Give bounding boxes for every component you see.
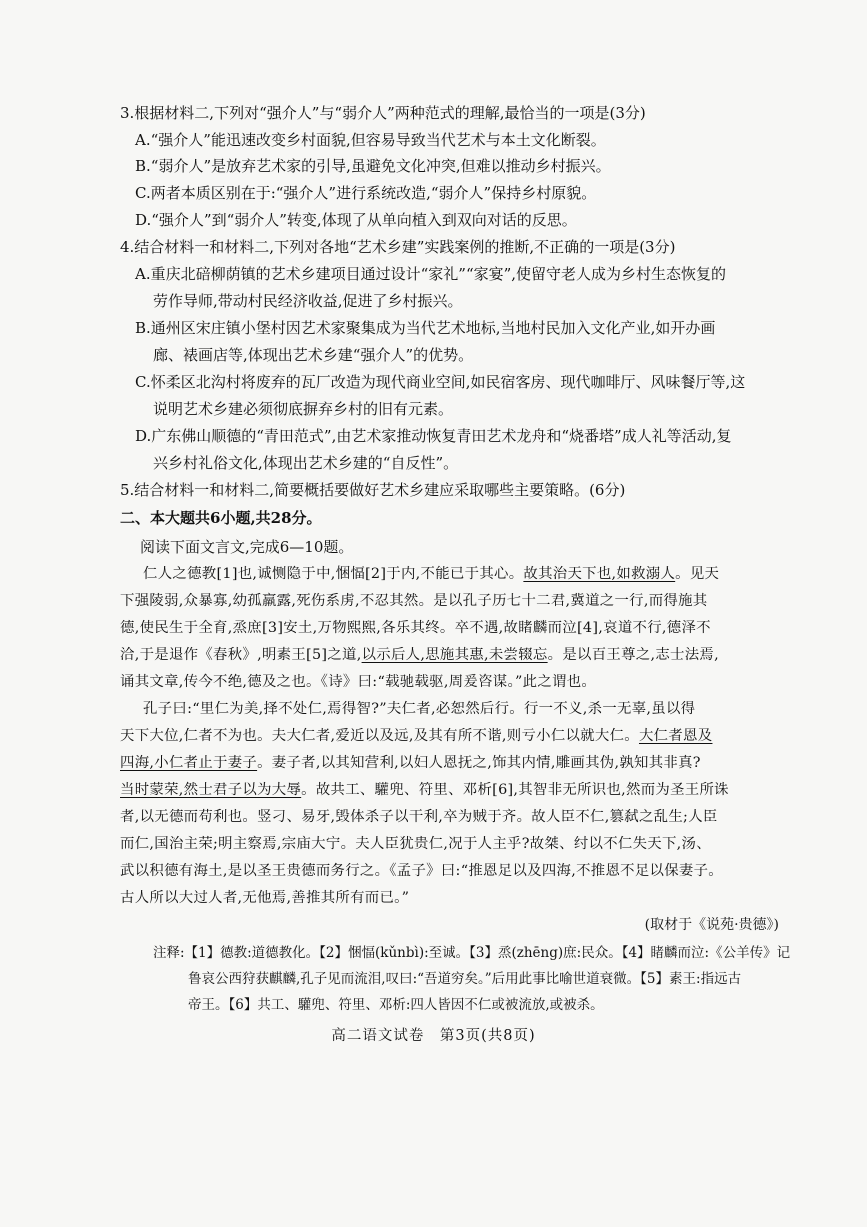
question-3-option-d: D.“强介人”到“弱介人”转变,体现了从单向植入到双向对话的反思。 <box>135 211 577 229</box>
question-4-option-a-line1: A.重庆北碚柳荫镇的艺术乡建项目通过设计“家礼”“家宴”,使留守老人成为乡村生态恢复的 <box>135 265 727 283</box>
passage-source: (取材于《说苑·贵德》) <box>644 917 779 933</box>
passage-line-8 <box>120 753 701 773</box>
passage-line-13: 古人所以大过人者,无他焉,善推其所有而已。” <box>120 890 410 906</box>
passage-line-7 <box>120 726 712 746</box>
passage-line-2: 下强陵弱,众暴寡,幼孤羸露,死伤系虏,不忍其然。是以孔子历七十二君,冀道之一行,而得施其 <box>120 593 708 609</box>
underlined-phrase: 当时蒙荣,然士君子以为大辱 <box>120 782 302 798</box>
question-4-option-b-line1: B.通州区宋庄镇小堡村因艺术家聚集成为当代艺术地标,当地村民加入文化产业,如开办画 <box>135 319 716 337</box>
passage-line-4 <box>120 645 719 665</box>
question-3-option-b: B.“弱介人”是放弃艺术家的引导,虽避免文化冲突,但难以推动乡村振兴。 <box>135 157 611 175</box>
annotation-line-2: 鲁哀公西狩获麒麟,孔子见而流泪,叹曰:“吾道穷矣。”后用此事比喻世道衰微。【5】素王:指远古 <box>188 971 742 987</box>
passage-line-12: 武以积德有海土,是以圣王贵德而务行之。《孟子》曰:“推恩足以及四海,不推恩不足以保妻子。 <box>120 863 723 879</box>
question-4-option-a-line2: 劳作导师,带动村民经济收益,促进了乡村振兴。 <box>153 292 463 310</box>
passage-line-1 <box>143 564 719 584</box>
passage-line-1-text: 仁人之德教[1]也,诚恻隐于中,悃愊[2]于内,不能已于其心。 <box>143 566 524 582</box>
question-4-option-c-line1: C.怀柔区北沟村将废弃的瓦厂改造为现代商业空间,如民宿客房、现代咖啡厅、风味餐厅等,这 <box>135 373 746 391</box>
underlined-phrase: 四海,小仁者止于妻子 <box>120 755 258 771</box>
question-4-option-b-line2: 廊、裱画店等,体现出艺术乡建“强介人”的优势。 <box>153 346 474 364</box>
passage-line-5: 诵其文章,传今不绝,德及之也。《诗》曰:“载驰载驱,周爰咨谋。”此之谓也。 <box>120 674 597 690</box>
question-4-option-d-line2: 兴乡村礼俗文化,体现出艺术乡建的“自反性”。 <box>153 454 459 472</box>
question-3-option-c: C.两者本质区别在于:“强介人”进行系统改造,“弱介人”保持乡村原貌。 <box>135 184 597 202</box>
passage-line-8-text: 。妻子者,以其知营利,以妇人恩抚之,饰其内情,雕画其伪,孰知其非真? <box>257 755 701 771</box>
passage-line-4-text: 洽,于是退作《春秋》,明素王[5]之道, <box>120 647 362 663</box>
question-4-option-d-line1: D.广东佛山顺德的“青田范式”,由艺术家推动恢复青田艺术龙舟和“烧番塔”成人礼等活动,复 <box>135 427 732 445</box>
underlined-phrase: 故其治天下也,如救溺人 <box>523 566 676 582</box>
passage-line-6: 孔子曰:“里仁为美,择不处仁,焉得智?”夫仁者,必恕然后行。行一不义,杀一无辜,虽以得 <box>143 701 696 717</box>
section-heading: 二、本大题共6小题,共28分。 <box>120 509 322 527</box>
passage-line-10: 者,以无德而苟利也。竖刁、易牙,毁体杀子以干利,卒为贼于齐。故人臣不仁,篡弑之乱生;人臣 <box>120 809 718 825</box>
annotation-line-3: 帝王。【6】共工、驩兜、符里、邓析:四人皆因不仁或被流放,或被杀。 <box>188 997 604 1013</box>
underlined-phrase: 以示后人,思施其惠,未尝辍忘 <box>361 647 548 663</box>
passage-line-11: 而仁,国治主荣;明主察焉,宗庙大宁。夫人臣犹贵仁,况于人主乎?故桀、纣以不仁失天下,汤、 <box>120 836 711 852</box>
question-4-option-c-line2: 说明艺术乡建必须彻底摒弃乡村的旧有元素。 <box>153 400 454 418</box>
passage-line-7-text: 天下大位,仁者不为也。夫大仁者,爱近以及远,及其有所不谐,则亏小仁以就大仁。 <box>120 728 639 744</box>
passage-instruction: 阅读下面文言文,完成6—10题。 <box>140 538 354 556</box>
underlined-phrase: 大仁者恩及 <box>638 728 713 744</box>
question-5: 5.结合材料一和材料二,简要概括要做好艺术乡建应采取哪些主要策略。(6分) <box>120 481 626 499</box>
question-4: 4.结合材料一和材料二,下列对各地“艺术乡建”实践案例的推断,不正确的一项是(3分) <box>120 238 676 256</box>
passage-line-4-end: 。是以百王尊之,志士法焉, <box>547 647 719 663</box>
passage-line-9-text: 。故共工、驩兜、符里、邓析[6],其智非无所识也,然而为圣王所诛 <box>301 782 729 798</box>
annotation-line-1: 注释:【1】德教:道德教化。【2】悃愊(kǔnbì):至诚。【3】烝(zhēng)庶:民众。【4】睹麟而泣:《公羊传》记 <box>153 945 791 961</box>
question-3: 3.根据材料二,下列对“强介人”与“弱介人”两种范式的理解,最恰当的一项是(3分) <box>120 104 646 122</box>
passage-line-1-end: 。见天 <box>675 566 720 582</box>
passage-line-3: 德,使民生于全育,烝庶[3]安土,万物熙熙,各乐其终。卒不遇,故睹麟而泣[4],哀道不行,德泽不 <box>120 620 711 636</box>
passage-line-9 <box>120 780 729 800</box>
question-3-option-a: A.“强介人”能迅速改变乡村面貌,但容易导致当代艺术与本土文化断裂。 <box>135 131 606 149</box>
page-footer: 高二语文试卷 第3页(共8页) <box>331 1028 536 1044</box>
